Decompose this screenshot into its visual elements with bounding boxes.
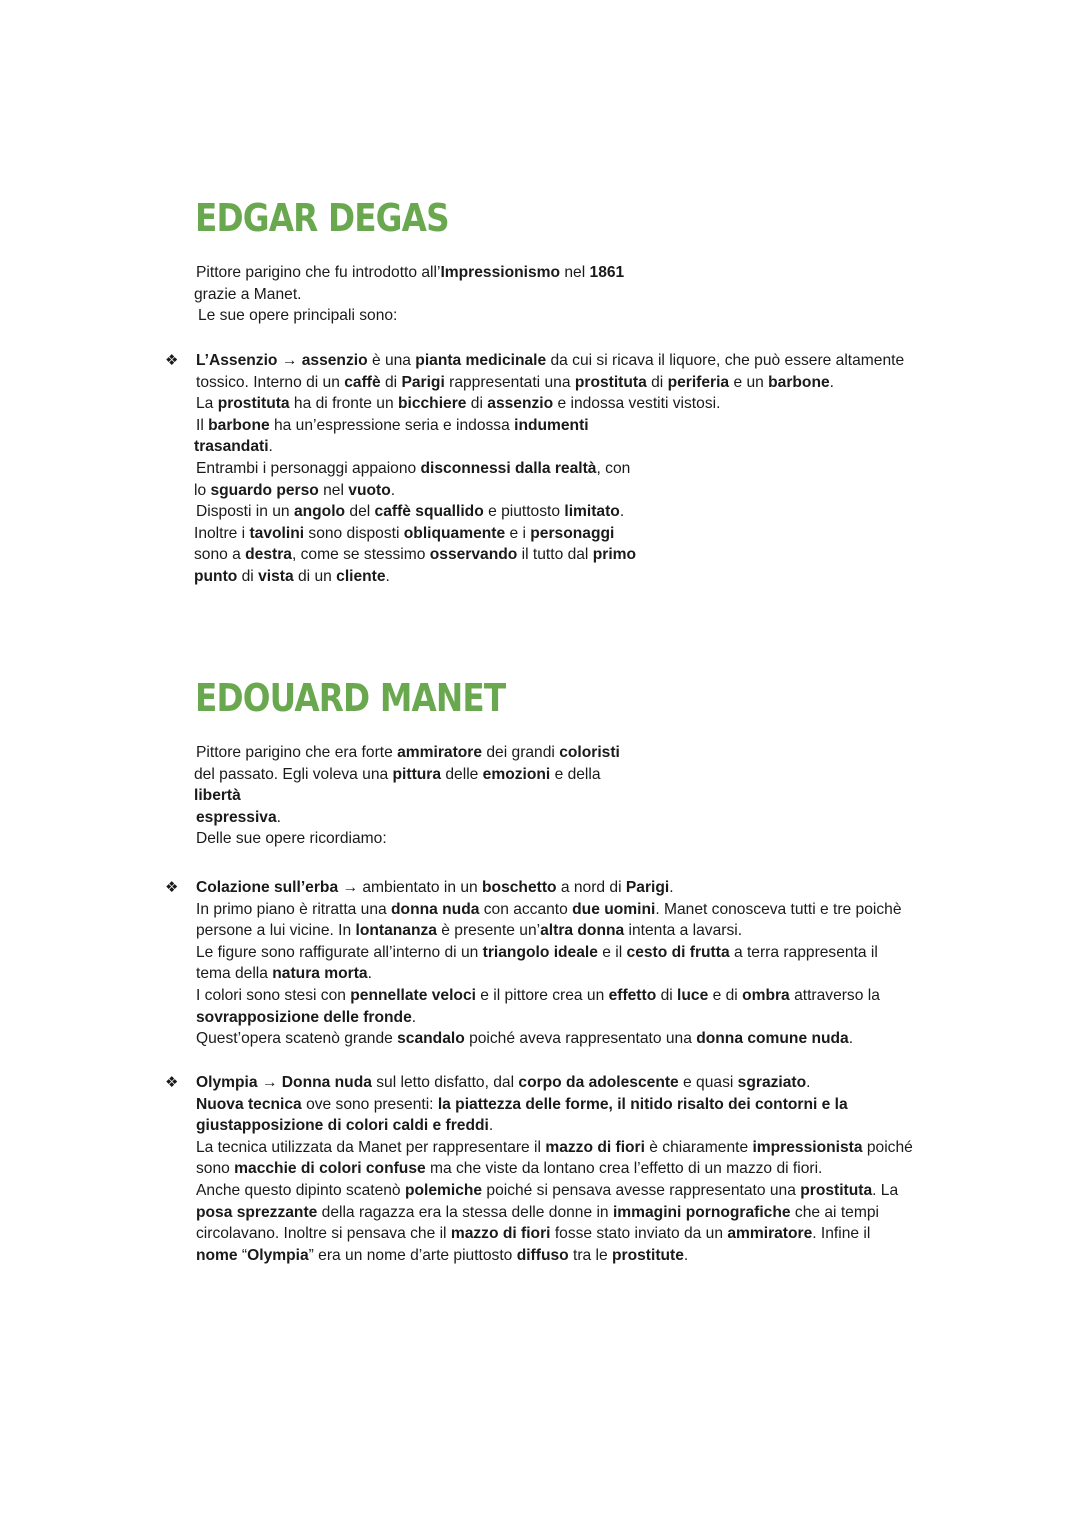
text: a nord di	[556, 879, 626, 896]
bold-text: mazzo di fiori	[545, 1138, 645, 1156]
bold-text: osservando	[429, 546, 518, 564]
text-line	[196, 1028, 902, 1050]
bold-text: corpo da adolescente	[518, 1074, 679, 1091]
bold-text: cesto di frutta	[626, 943, 730, 961]
bold-text: caffè	[344, 373, 381, 391]
text-line	[194, 372, 904, 394]
text: del	[345, 503, 375, 521]
text-line	[196, 1245, 913, 1267]
text: La tecnica utilizzata da Manet per rappresentare il	[196, 1138, 546, 1156]
bold-text: trasandati	[194, 438, 269, 456]
text-line	[196, 1180, 913, 1202]
bold-text: donna nuda	[391, 900, 480, 918]
text: Le figure sono raffigurate all’interno di un	[196, 943, 483, 961]
text: sul letto disfatto, dal	[371, 1074, 519, 1091]
text-line	[196, 985, 902, 1007]
text: tossico. Interno di un	[196, 373, 345, 391]
text: poiché	[862, 1138, 913, 1156]
bold-text: lontananza	[355, 922, 437, 940]
text: Le sue opere principali sono:	[198, 307, 398, 325]
bold-text: personaggi	[530, 524, 615, 542]
bold-text: sguardo perso	[210, 481, 319, 499]
text: circolavano. Inoltre si pensava che il	[196, 1225, 451, 1243]
text: che ai tempi	[790, 1203, 879, 1221]
text: .	[829, 373, 834, 391]
bold-text: posa sprezzante	[196, 1203, 318, 1221]
text: In primo piano è ritratta una	[196, 900, 392, 918]
text: →	[277, 352, 302, 369]
bold-text: polemiche	[404, 1181, 483, 1199]
bold-text: giustapposizione di colori caldi e freddi	[196, 1117, 489, 1135]
bold-text: immagini pornografiche	[612, 1203, 791, 1221]
bold-text: barbone	[768, 373, 830, 391]
text: del passato. Egli voleva una	[194, 765, 393, 783]
text: ha un’espressione seria e indossa	[269, 416, 515, 434]
text: Disposti in un	[196, 503, 294, 521]
section-title-degas: EDGAR DEGAS	[195, 196, 449, 240]
bold-text: diffuso	[516, 1246, 569, 1264]
bold-text: indumenti	[514, 416, 589, 434]
text: .	[411, 1008, 417, 1026]
text-line	[194, 785, 620, 807]
text: . La	[872, 1181, 899, 1199]
text: e il pittore crea un	[475, 986, 609, 1004]
bold-text: coloristi	[559, 744, 620, 761]
text: Anche questo dipinto scatenò	[196, 1181, 405, 1199]
text: nel	[318, 481, 349, 499]
bold-text: prostitute	[612, 1246, 684, 1264]
text-line	[196, 1072, 913, 1094]
bold-text: triangolo ideale	[482, 943, 598, 961]
text: il tutto dal	[517, 546, 593, 564]
text: . Infine il	[812, 1225, 871, 1243]
text: di	[380, 373, 402, 391]
text: dei grandi	[482, 744, 560, 761]
text: tema della	[196, 965, 273, 983]
text: intenta a lavarsi.	[624, 922, 743, 940]
text: .	[806, 1074, 811, 1091]
text: .	[385, 567, 390, 585]
text: ma che viste da lontano crea l’effetto di un mazzo di fiori.	[425, 1160, 823, 1178]
text-line	[194, 262, 624, 284]
text: . Manet conosceva tutti e tre poichè	[655, 900, 902, 918]
text: è chiaramente	[644, 1138, 753, 1156]
text: di	[656, 986, 678, 1004]
bold-text: assenzio	[301, 352, 368, 369]
bold-text: punto	[194, 567, 238, 585]
text-line	[196, 1094, 913, 1116]
text: e il	[597, 943, 627, 961]
text: poiché aveva rappresentato una	[464, 1030, 697, 1048]
bold-text: prostituta	[574, 373, 647, 391]
bullet-icon: ❖	[165, 1073, 179, 1091]
text: .	[488, 1117, 494, 1135]
text: delle	[441, 765, 483, 783]
text: e della	[550, 765, 601, 783]
bold-text: altra donna	[540, 922, 625, 940]
bold-text: angolo	[293, 503, 346, 521]
manet-item-olympia	[196, 1072, 913, 1266]
text: Delle sue opere ricordiamo:	[196, 830, 387, 848]
bold-text: nome	[196, 1246, 238, 1264]
bold-text: boschetto	[482, 879, 557, 896]
bold-text: assenzio	[487, 395, 554, 413]
text: a terra rappresenta il	[729, 943, 878, 961]
text-line	[196, 1223, 913, 1245]
text-line	[194, 415, 904, 437]
text: I colori sono stesi con	[196, 986, 351, 1004]
text: .	[276, 808, 281, 826]
bold-text: effetto	[608, 986, 657, 1004]
bold-text: obliquamente	[403, 524, 506, 542]
bold-text: emozioni	[482, 765, 551, 783]
bold-text: impressionista	[752, 1138, 863, 1156]
text-line	[196, 1202, 913, 1224]
text-line	[196, 877, 902, 899]
text: .	[367, 965, 372, 983]
bold-text: scandalo	[397, 1030, 465, 1048]
text-line	[196, 1007, 902, 1029]
text: ” era un nome d’arte piuttosto	[308, 1246, 517, 1264]
bold-text: donna comune nuda	[696, 1030, 849, 1048]
text-line	[194, 480, 904, 502]
text-line	[196, 963, 902, 985]
bold-text: periferia	[667, 373, 730, 391]
text: Il	[196, 416, 209, 434]
text-line	[196, 1137, 913, 1159]
bold-text: due uomini	[572, 900, 656, 918]
text-line	[194, 544, 904, 566]
text: poiché si pensava avesse rappresentato una	[482, 1181, 801, 1199]
bold-text: L’Assenzio	[196, 352, 278, 369]
bold-text: espressiva	[196, 808, 277, 826]
bold-text: la piattezza delle forme, il nitido risalto dei contorni e la	[437, 1095, 848, 1113]
text: di	[237, 567, 259, 585]
text: Quest’opera scatenò grande	[196, 1030, 398, 1048]
text: e i	[505, 524, 531, 542]
text: fosse stato inviato da un	[550, 1225, 728, 1243]
text: .	[390, 481, 396, 499]
bold-text: mazzo di fiori	[450, 1225, 551, 1243]
text: è presente un’	[436, 922, 541, 940]
text: sono a	[194, 546, 246, 564]
text-line	[194, 828, 620, 850]
text-line	[196, 1115, 913, 1137]
text: .	[848, 1030, 854, 1048]
section-title-manet: EDOUARD MANET	[195, 676, 506, 720]
bold-text: Nuova tecnica	[196, 1095, 302, 1113]
text: .	[619, 503, 625, 521]
text-line	[196, 1158, 913, 1180]
text-line	[194, 501, 904, 523]
text: , come se stessimo	[291, 546, 430, 564]
text: di	[466, 395, 488, 413]
degas-item-assenzio	[194, 350, 904, 588]
text: di un	[293, 567, 337, 585]
bold-text: vista	[258, 567, 294, 585]
text-line	[196, 942, 902, 964]
bold-text: Impressionismo	[440, 264, 561, 281]
bold-text: Colazione sull’erba	[196, 879, 339, 896]
bold-text: luce	[677, 986, 709, 1004]
bold-text: ammiratore	[727, 1225, 813, 1243]
degas-intro	[194, 262, 624, 327]
text: persone a lui vicine. In	[196, 922, 356, 940]
text: , con	[596, 459, 631, 477]
bold-text: primo	[592, 546, 637, 564]
text: rappresentati una	[444, 373, 575, 391]
bold-text: sovrapposizione delle fronde	[196, 1008, 412, 1026]
text: nel	[560, 264, 590, 281]
bold-text: libertà	[194, 787, 241, 805]
bullet-icon: ❖	[165, 878, 179, 896]
bullet-icon: ❖	[165, 351, 179, 369]
bold-text: bicchiere	[397, 395, 467, 413]
text: con accanto	[479, 900, 573, 918]
text: Inoltre i	[194, 524, 250, 542]
bold-text: Parigi	[401, 373, 445, 391]
bold-text: limitato	[564, 503, 620, 521]
text-line	[194, 305, 624, 327]
text: e quasi	[678, 1074, 738, 1091]
text-line	[194, 393, 904, 415]
bold-text: tavolini	[249, 524, 305, 542]
bold-text: caffè squallido	[374, 503, 484, 521]
text: Entrambi i personaggi appaiono	[196, 459, 421, 477]
text: lo	[194, 481, 211, 499]
text: ha di fronte un	[289, 395, 398, 413]
bold-text: barbone	[208, 416, 270, 434]
text: .	[268, 438, 273, 456]
bold-text: prostituta	[800, 1181, 873, 1199]
text-line	[194, 742, 620, 764]
text-line	[194, 764, 620, 786]
text: La	[196, 395, 218, 413]
bold-text: Olympia	[247, 1246, 309, 1264]
manet-intro	[194, 742, 620, 850]
text: .	[669, 879, 674, 896]
bold-text: 1861	[589, 264, 625, 281]
bold-text: pennellate veloci	[350, 986, 476, 1004]
text: Pittore parigino che fu introdotto all’	[196, 264, 441, 281]
bold-text: vuoto	[348, 481, 391, 499]
bold-text: prostituta	[217, 395, 290, 413]
text: e di	[708, 986, 743, 1004]
bold-text: pianta medicinale	[415, 352, 547, 369]
text-line	[194, 458, 904, 480]
text: e piuttosto	[483, 503, 565, 521]
text: → ambientato in un	[338, 879, 483, 896]
text-line	[194, 350, 904, 372]
bold-text: Parigi	[625, 879, 670, 896]
text-line	[194, 566, 904, 588]
text: “	[237, 1246, 248, 1264]
bold-text: Donna nuda	[281, 1074, 372, 1091]
text: e un	[729, 373, 769, 391]
text-line	[194, 436, 904, 458]
bold-text: ammiratore	[397, 744, 483, 761]
manet-item-colazione	[196, 877, 902, 1050]
text: da cui si ricava il liquore, che può essere altamente	[546, 352, 905, 369]
text: .	[683, 1246, 689, 1264]
bold-text: macchie di colori confuse	[234, 1160, 426, 1178]
text-line	[194, 284, 624, 306]
text-line	[196, 920, 902, 942]
bold-text: pittura	[392, 765, 442, 783]
text: tra le	[568, 1246, 613, 1264]
text-line	[194, 807, 620, 829]
text-line	[196, 899, 902, 921]
text: è una	[367, 352, 416, 369]
text: attraverso la	[789, 986, 880, 1004]
text: di	[646, 373, 668, 391]
text: sono	[196, 1160, 235, 1178]
text: Pittore parigino che era forte	[196, 744, 398, 761]
bold-text: natura morta	[272, 965, 368, 983]
text: e indossa vestiti vistosi.	[553, 395, 721, 413]
text-line	[194, 523, 904, 545]
bold-text: cliente	[336, 567, 386, 585]
bold-text: Olympia	[196, 1074, 258, 1091]
bold-text: disconnessi dalla realtà	[420, 459, 597, 477]
bold-text: destra	[245, 546, 292, 564]
text: della ragazza era la stessa delle donne in	[317, 1203, 613, 1221]
text: grazie a Manet.	[194, 285, 302, 303]
bold-text: sgraziato	[737, 1074, 807, 1091]
text: sono disposti	[304, 524, 404, 542]
text: →	[257, 1074, 282, 1091]
text: ove sono presenti:	[301, 1095, 438, 1113]
bold-text: ombra	[742, 986, 790, 1004]
